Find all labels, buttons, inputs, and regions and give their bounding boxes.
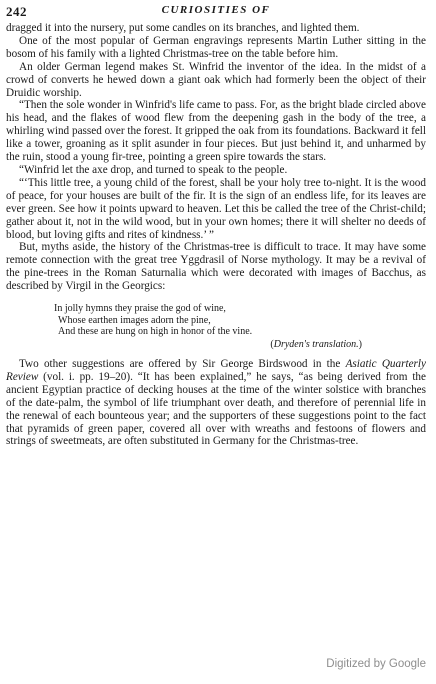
paragraph-birdswood-suggestions: Two other suggestions are offered by Sir George Birdswood in the Asiatic Quarterly Review (vol. i. pp. 19–20). “It has been explained,” he says, “as being derived from the ancient Egyptian practice of decking houses at the time of the winter solstice with branches of the date-palm, the symbol of life triumphant over death, and therefore of perennial life in the renewal of each bounteous year; and the supporters of these suggestions point to the fact that pyramids of green paper, covered all over with wreaths and festoons of flowers and strings of sweetmeats, are often substituted in Germany for the Christmas-tree.	[6, 358, 426, 448]
page-body	[6, 22, 426, 448]
verse-attribution: (Dryden's translation.)	[270, 338, 362, 350]
verse-line: And these are hung on high in honor of the vine.	[58, 326, 253, 338]
paragraph-continuation: dragged it into the nursery, put some candles on its branches, and lighted them.	[6, 22, 360, 34]
running-title: CURIOSITIES OF	[161, 4, 271, 16]
paragraph-history-of-tree: But, myths aside, the history of the Christmas-tree is difficult to trace. It may have some remote connection with the great tree Yggdrasil of Norse mythology. It may be a revival of the pine-trees in the Roman Saturnalia which were decorated with images of Bacchus, as described by Virgil in the Georgics:	[6, 241, 426, 293]
journal-title: Asiatic Quarterly Review	[6, 358, 426, 383]
digitization-watermark: Digitized by Google	[326, 658, 426, 670]
verse-line: In jolly hymns they praise the god of wine,	[54, 303, 226, 315]
paragraph-winfrid-legend: An older German legend makes St. Winfrid the inventor of the idea. In the midst of a crowd of converts he hewed down a giant oak which had formerly been the object of their Druidic worship.	[6, 60, 426, 99]
paragraph-luther-engraving: One of the most popular of German engravings represents Martin Luther sitting in the bosom of his family with a lighted Christmas-tree on the table before him.	[6, 34, 426, 60]
verse-quotation	[6, 303, 426, 350]
page-header	[6, 4, 426, 20]
paragraph-axe-drop: “Winfrid let the axe drop, and turned to speak to the people.	[19, 163, 288, 176]
page-number: 242	[6, 4, 27, 19]
verse-line: Whose earthen images adorn the pine,	[58, 314, 211, 326]
paragraph-little-tree-speech: “‘This little tree, a young child of the forest, shall be your holy tree to-night. It is the wood of peace, for your houses are built of the fir. It is the sign of an endless life, for its leaves are ever green. See how it points upward to heaven. Let this be called the tree of the Christ-child; gather about it, not in the wild wood, but in your own homes; there it will shelter no deeds of blood, but loving gifts and rites of kindness.’ ”	[6, 176, 426, 241]
paragraph-winfrid-wonder: “Then the sole wonder in Winfrid's life came to pass. For, as the bright blade circled above his head, and the flakes of wood flew from the deepening gash in the body of the tree, a whirling wind passed over the forest. It gripped the oak from its foundations. Backward it fell like a tower, groaning as it split asunder in four pieces. But just behind it, and unharmed by the ruin, stood a young fir-tree, pointing a green spire towards the stars.	[6, 99, 426, 164]
